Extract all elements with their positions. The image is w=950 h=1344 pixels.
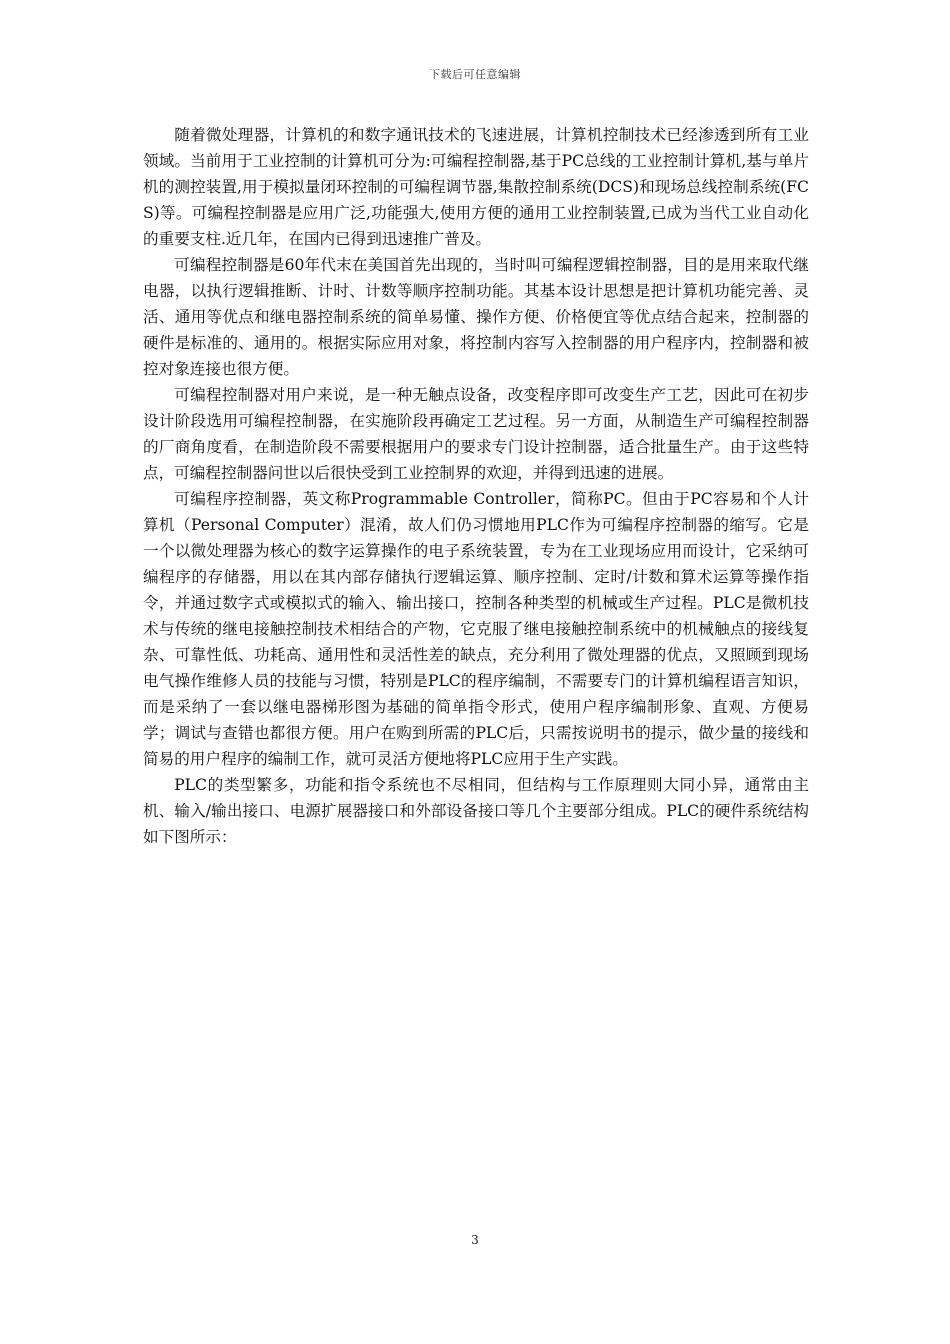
- paragraph-1: 随着微处理器，计算机的和数字通讯技术的飞速进展，计算机控制技术已经渗透到所有工业领域。当前用于工业控制的计算机可分为:可编程控制器,基于PC总线的工业控制计算机,基与单片机的测控装置,用于模拟量闭环控制的可编程调节器,集散控制系统(DCS)和现场总线控制系统(FCS)等。可编程控制器是应用广泛,功能强大,使用方便的通用工业控制装置,已成为当代工业自动化的重要支柱.近几年，在国内已得到迅速推广普及。: [143, 126, 809, 248]
- paragraph-2: 可编程控制器是60年代末在美国首先出现的，当时叫可编程逻辑控制器，目的是用来取代继电器，以执行逻辑推断、计时、计数等顺序控制功能。其基本设计思想是把计算机功能完善、灵活、通用等优点和继电器控制系统的简单易懂、操作方便、价格便宜等优点结合起来，控制器的硬件是标准的、通用的。根据实际应用对象，将控制内容写入控制器的用户程序内，控制器和被控对象连接也很方便。: [143, 256, 809, 378]
- page-header: 下载后可任意编辑: [429, 68, 521, 81]
- document-body: [143, 122, 809, 850]
- paragraph-5: PLC的类型繁多，功能和指令系统也不尽相同，但结构与工作原理则大同小异，通常由主机、输入/输出接口、电源扩展器接口和外部设备接口等几个主要部分组成。PLC的硬件系统结构如下图所示：: [143, 776, 809, 846]
- page-number: 3: [471, 1233, 479, 1247]
- paragraph-4: 可编程序控制器，英文称Programmable Controller，简称PC。但由于PC容易和个人计算机（Personal Computer）混淆，故人们仍习惯地用PLC作为可编程序控制器的缩写。它是一个以微处理器为核心的数字运算操作的电子系统装置，专为在工业现场应用而设计，它采纳可编程序的存储器，用以在其内部存储执行逻辑运算、顺序控制、定时/计数和算术运算等操作指令，并通过数字式或模拟式的输入、输出接口，控制各种类型的机械或生产过程。PLC是微机技术与传统的继电接触控制技术相结合的产物，它克服了继电接触控制系统中的机械触点的接线复杂、可靠性低、功耗高、通用性和灵活性差的缺点，充分利用了微处理器的优点，又照顾到现场电气操作维修人员的技能与习惯，特别是PLC的程序编制，不需要专门的计算机编程语言知识，而是采纳了一套以继电器梯形图为基础的简单指令形式，使用户程序编制形象、直观、方便易学；调试与查错也都很方便。用户在购到所需的PLC后，只需按说明书的提示，做少量的接线和简易的用户程序的编制工作，就可灵活方便地将PLC应用于生产实践。: [143, 490, 809, 768]
- paragraph-3: 可编程控制器对用户来说，是一种无触点设备，改变程序即可改变生产工艺，因此可在初步设计阶段选用可编程控制器，在实施阶段再确定工艺过程。另一方面，从制造生产可编程控制器的厂商角度看，在制造阶段不需要根据用户的要求专门设计控制器，适合批量生产。由于这些特点，可编程控制器问世以后很快受到工业控制界的欢迎，并得到迅速的进展。: [143, 386, 809, 482]
